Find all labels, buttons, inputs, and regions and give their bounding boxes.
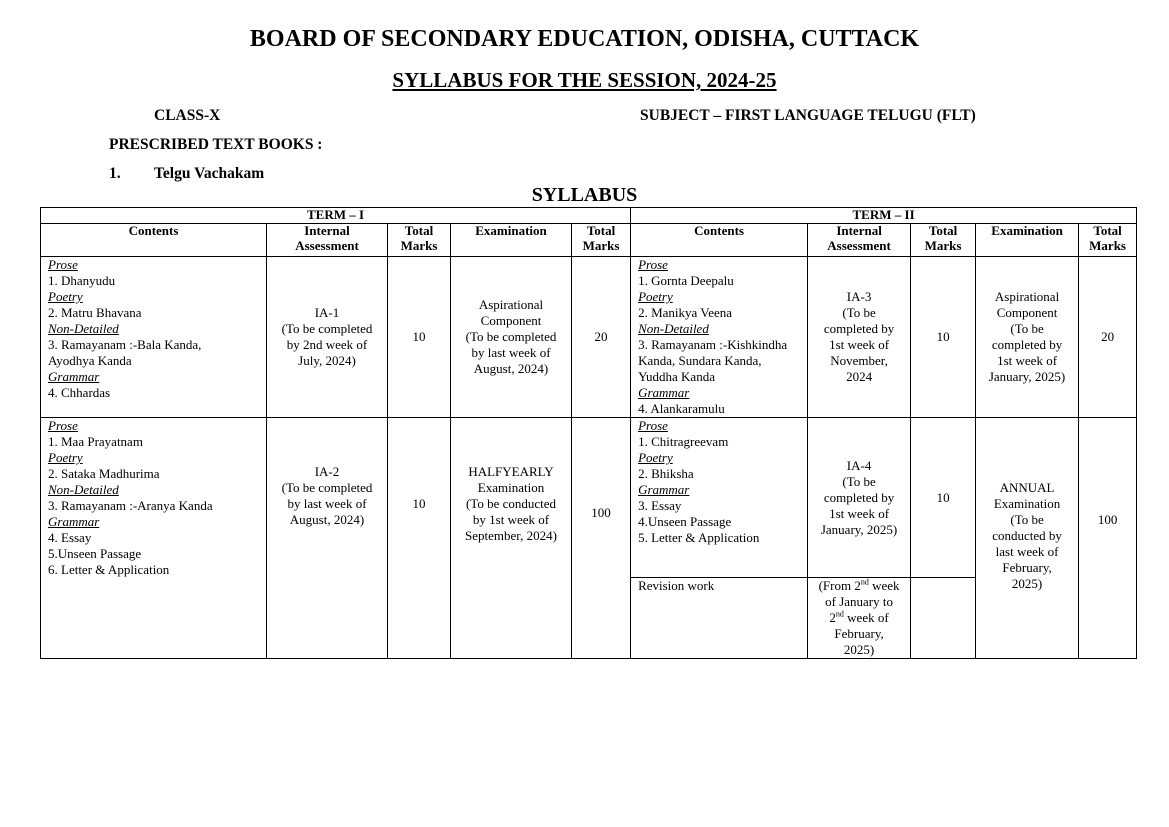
term1-header: TERM – I — [41, 208, 631, 224]
halfyearly-exam: HALFYEARLY Examination (To be conducted by 1st week of September, 2024) — [451, 418, 572, 659]
ia3-cell: IA-3 (To be completed by 1st week of November, 2024 — [808, 257, 911, 418]
term1-aspirational-marks: 20 — [572, 257, 631, 418]
table-row — [41, 418, 1137, 578]
syllabus-heading: SYLLABUS — [531, 184, 638, 206]
revision-work-label: Revision work — [631, 578, 808, 659]
term2-header: TERM – II — [631, 208, 1137, 224]
ia3-marks: 10 — [911, 257, 976, 418]
col-internal-assessment: Internal Assessment — [267, 224, 388, 257]
col-total-marks: Total Marks — [388, 224, 451, 257]
ia2-cell: IA-2 (To be completed by last week of August, 2024) — [267, 418, 388, 659]
term2-unit2-contents: Prose 1. Chitragreevam Poetry 2. Bhiksha Grammar 3. Essay 4.Unseen Passage 5. Letter & Application — [631, 418, 808, 578]
annual-exam: ANNUAL Examination (To be conducted by last week of February, 2025) — [976, 418, 1079, 659]
term2-aspirational-marks: 20 — [1079, 257, 1137, 418]
column-header-row — [41, 224, 1137, 257]
board-title: BOARD OF SECONDARY EDUCATION, ODISHA, CUTTACK — [249, 26, 920, 52]
col-examination: Examination — [451, 224, 572, 257]
term2-unit1-contents: Prose 1. Gornta Deepalu Poetry 2. Manikya Veena Non-Detailed 3. Ramayanam :-Kishkindha Kanda, Sundara Kanda, Yuddha Kanda Grammar 4. Alankaramulu — [631, 257, 808, 418]
table-row — [41, 257, 1137, 418]
revision-marks-empty — [911, 578, 976, 659]
col-internal-assessment: Internal Assessment — [808, 224, 911, 257]
term1-unit2-contents: Prose 1. Maa Prayatnam Poetry 2. Sataka Madhurima Non-Detailed 3. Ramayanam :-Aranya Kanda Grammar 4. Essay 5.Unseen Passage 6. Letter & Application — [41, 418, 267, 659]
ia4-cell: IA-4 (To be completed by 1st week of January, 2025) — [808, 418, 911, 578]
col-total-marks: Total Marks — [1079, 224, 1137, 257]
revision-period: (From 2nd week of January to 2nd week of February, 2025) — [808, 578, 911, 659]
class-label: CLASS-X — [154, 107, 221, 124]
col-examination: Examination — [976, 224, 1079, 257]
session-title: SYLLABUS FOR THE SESSION, 2024-25 — [392, 68, 777, 92]
ia1-cell: IA-1 (To be completed by 2nd week of July, 2024) — [267, 257, 388, 418]
col-total-marks: Total Marks — [911, 224, 976, 257]
prescribed-books-heading: PRESCRIBED TEXT BOOKS : — [109, 136, 323, 153]
col-total-marks: Total Marks — [572, 224, 631, 257]
halfyearly-marks: 100 — [572, 418, 631, 659]
ia1-marks: 10 — [388, 257, 451, 418]
term-header-row — [41, 208, 1137, 224]
book-name: Telgu Vachakam — [154, 165, 265, 182]
syllabus-table — [40, 207, 1137, 659]
book-number: 1. — [109, 165, 121, 182]
ia2-marks: 10 — [388, 418, 451, 659]
col-contents: Contents — [41, 224, 267, 257]
ia4-marks: 10 — [911, 418, 976, 578]
annual-marks: 100 — [1079, 418, 1137, 659]
term1-unit1-contents: Prose 1. Dhanyudu Poetry 2. Matru Bhavana Non-Detailed 3. Ramayanam :-Bala Kanda, Ayodhya Kanda Grammar 4. Chhardas — [41, 257, 267, 418]
subject-label: SUBJECT – FIRST LANGUAGE TELUGU (FLT) — [640, 107, 976, 124]
term2-aspirational-exam: Aspirational Component (To be completed by 1st week of January, 2025) — [976, 257, 1079, 418]
term1-aspirational-exam: Aspirational Component (To be completed by last week of August, 2024) — [451, 257, 572, 418]
col-contents: Contents — [631, 224, 808, 257]
